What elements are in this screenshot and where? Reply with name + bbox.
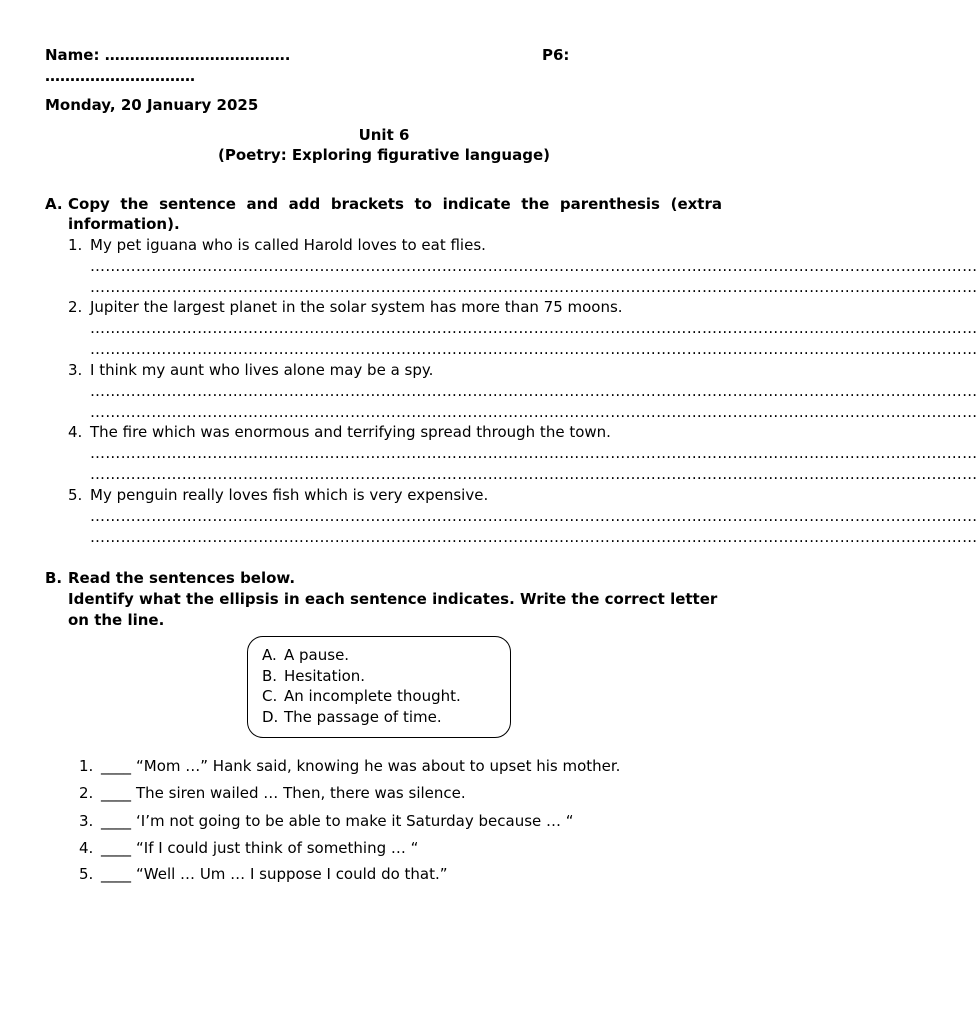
answer-line: …………………………………………………………………………………………………………………………………………………………	[90, 403, 977, 421]
answer-blank: ____	[101, 839, 131, 857]
answer-line: …………………………………………………………………………………………………………………………………………………………	[90, 257, 977, 275]
worksheet-date: Monday, 20 January 2025	[45, 96, 259, 114]
unit-title: Unit 6	[358, 126, 410, 144]
answer-line: …………………………………………………………………………………………………………………………………………………………	[90, 278, 977, 296]
item-sentence: The fire which was enormous and terrifying spread through the town.	[90, 423, 611, 441]
section-b-instruction-line3: on the line.	[68, 611, 165, 629]
item-sentence: My pet iguana who is called Harold loves to eat flies.	[90, 236, 486, 254]
item-number: 1.	[68, 236, 83, 254]
answer-line: …………………………………………………………………………………………………………………………………………………………	[90, 528, 977, 546]
item-sentence: My penguin really loves fish which is very expensive.	[90, 486, 489, 504]
item-number: 4.	[68, 423, 83, 441]
section-b-letter: B.	[45, 569, 63, 587]
item-sentence: Jupiter the largest planet in the solar system has more than 75 moons.	[90, 298, 623, 316]
section-a-letter: A.	[45, 195, 63, 213]
section-a-instruction-line2: information).	[68, 215, 180, 233]
option-text: Hesitation.	[284, 667, 366, 685]
question-sentence: “Mom …” Hank said, knowing he was about to upset his mother.	[136, 757, 621, 775]
question-number: 3.	[79, 812, 94, 830]
answer-line: …………………………………………………………………………………………………………………………………………………………	[90, 319, 977, 337]
answer-line: …………………………………………………………………………………………………………………………………………………………	[90, 382, 977, 400]
answer-line: …………………………………………………………………………………………………………………………………………………………	[90, 465, 977, 483]
name-field-label: Name: ……………………………….	[45, 46, 291, 64]
option-letter: A.	[262, 646, 277, 664]
option-text: An incomplete thought.	[284, 687, 461, 705]
section-b-instruction-line2: Identify what the ellipsis in each sentence indicates. Write the correct letter	[68, 590, 718, 608]
question-number: 4.	[79, 839, 94, 857]
class-field-dots: …………………………	[45, 67, 195, 85]
item-sentence: I think my aunt who lives alone may be a spy.	[90, 361, 434, 379]
option-letter: D.	[262, 708, 279, 726]
answer-line: …………………………………………………………………………………………………………………………………………………………	[90, 340, 977, 358]
option-letter: C.	[262, 687, 278, 705]
option-text: The passage of time.	[284, 708, 442, 726]
question-sentence: The siren wailed … Then, there was silence.	[136, 784, 466, 802]
item-number: 3.	[68, 361, 83, 379]
question-number: 5.	[79, 865, 94, 883]
question-number: 2.	[79, 784, 94, 802]
answer-line: …………………………………………………………………………………………………………………………………………………………	[90, 507, 977, 525]
question-sentence: “Well … Um … I suppose I could do that.”	[136, 865, 448, 883]
unit-topic: (Poetry: Exploring figurative language)	[218, 146, 550, 164]
class-field-label: P6:	[542, 46, 570, 64]
answer-blank: ____	[101, 784, 131, 802]
question-sentence: “If I could just think of something … “	[136, 839, 419, 857]
question-number: 1.	[79, 757, 94, 775]
answer-blank: ____	[101, 812, 131, 830]
question-sentence: ‘I’m not going to be able to make it Saturday because … “	[136, 812, 574, 830]
option-letter: B.	[262, 667, 278, 685]
answer-blank: ____	[101, 865, 131, 883]
answer-line: …………………………………………………………………………………………………………………………………………………………	[90, 444, 977, 462]
section-a-instruction-line1: Copy the sentence and add brackets to indicate the parenthesis (extra	[68, 195, 722, 213]
section-b-instruction-line1: Read the sentences below.	[68, 569, 296, 587]
item-number: 2.	[68, 298, 83, 316]
option-text: A pause.	[284, 646, 350, 664]
answer-blank: ____	[101, 757, 131, 775]
item-number: 5.	[68, 486, 83, 504]
